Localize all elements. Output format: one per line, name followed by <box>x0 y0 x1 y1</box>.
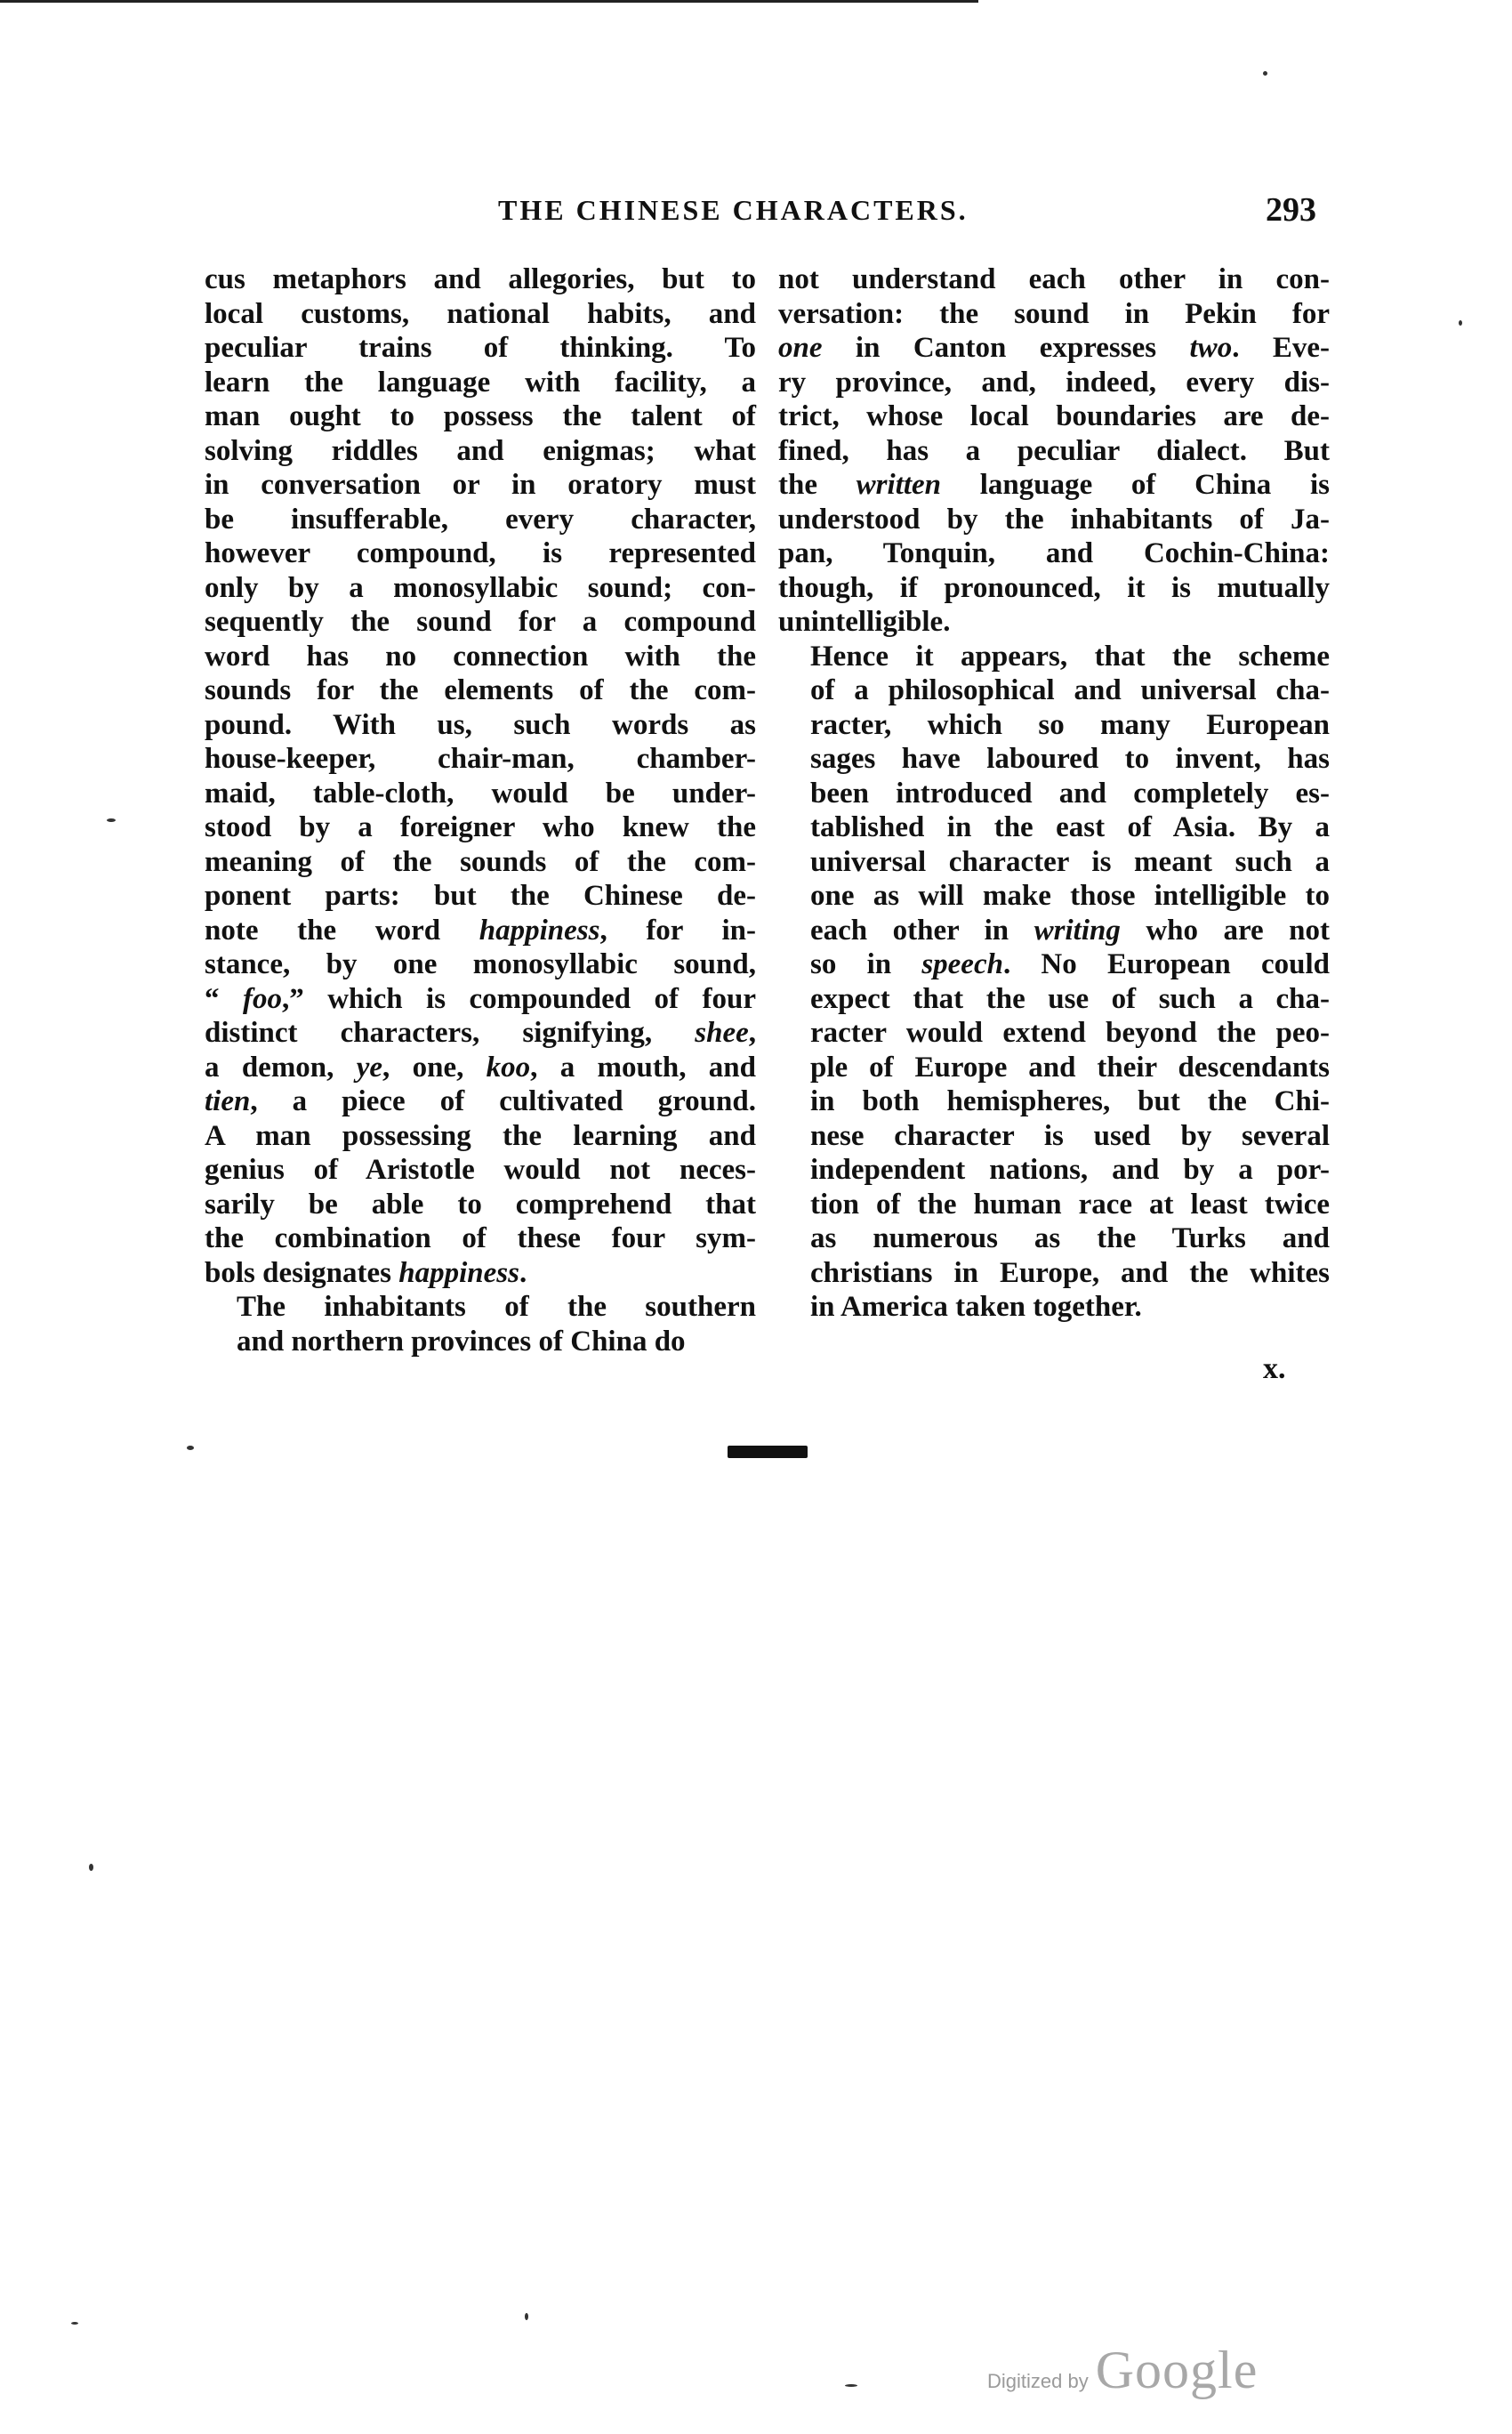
text-line: not understand each other in con- <box>778 263 1330 295</box>
text-line: expect that the use of such a cha- <box>810 982 1330 1015</box>
scan-speck <box>71 2322 78 2325</box>
text-line: the written language of China is <box>778 469 1330 501</box>
text-line: peculiar trains of thinking. To <box>205 332 756 364</box>
text-line: tion of the human race at least twice <box>810 1188 1330 1221</box>
text-line: cus metaphors and allegories, but to <box>205 263 756 295</box>
text-line: bols designates happiness. <box>205 1256 527 1289</box>
text-line: of a philosophical and universal cha- <box>810 674 1330 706</box>
text-line: A man possessing the learning and <box>205 1119 756 1152</box>
text-line: local customs, national habits, and <box>205 297 756 330</box>
text-line: been introduced and completely es- <box>810 777 1330 810</box>
text-line: nese character is used by several <box>810 1119 1330 1152</box>
text-line: “ foo,” which is compounded of four <box>205 982 757 1015</box>
left-column <box>205 262 756 1358</box>
text-line: solving riddles and enigmas; what <box>205 434 756 467</box>
left-paragraph-1 <box>205 262 756 1290</box>
text-line: sounds for the elements of the com- <box>205 674 756 706</box>
scan-speck <box>107 818 116 822</box>
text-line: pan, Tonquin, and Cochin-China: <box>778 537 1330 569</box>
text-line: each other in writing who are not <box>810 914 1330 947</box>
text-line: only by a monosyllabic sound; con- <box>205 571 756 604</box>
text-line: in both hemispheres, but the Chi- <box>810 1085 1330 1117</box>
text-line: tien, a piece of cultivated ground. <box>205 1085 756 1117</box>
text-line: house-keeper, chair-man, chamber- <box>205 743 756 775</box>
text-line: versation: the sound in Pekin for <box>778 297 1330 330</box>
signature-mark: x. <box>1263 1352 1286 1385</box>
digitization-watermark <box>987 2340 1258 2411</box>
running-title: THE CHINESE CHARACTERS. <box>498 194 969 226</box>
page-header <box>205 191 1316 230</box>
text-line: stance, by one monosyllabic sound, <box>205 948 756 980</box>
text-line: tablished in the east of Asia. By a <box>810 811 1330 843</box>
right-column <box>778 262 1330 1325</box>
text-line: understood by the inhabitants of Ja- <box>778 503 1330 536</box>
text-line: pound. With us, such words as <box>205 708 756 741</box>
text-line: however compound, is represented <box>205 537 756 569</box>
text-line: note the word happiness, for in- <box>205 914 757 947</box>
text-line: genius of Aristotle would not neces- <box>205 1154 756 1186</box>
section-ornament <box>728 1446 808 1458</box>
text-line: so in speech. No European could <box>810 948 1330 980</box>
text-line: one as will make those intelligible to <box>810 880 1330 912</box>
text-line: unintelligible. <box>778 606 951 638</box>
text-line: meaning of the sounds of the com- <box>205 845 756 878</box>
text-line: universal character is meant such a <box>810 845 1330 878</box>
left-paragraph-2 <box>205 1290 756 1358</box>
text-line: christians in Europe, and the whites <box>810 1256 1330 1289</box>
text-line: a demon, ye, one, koo, a mouth, and <box>205 1051 757 1084</box>
text-line: and northern provinces of China do <box>237 1325 686 1358</box>
page-number: 293 <box>1266 191 1316 229</box>
top-scan-edge <box>0 0 978 15</box>
right-paragraph-2 <box>778 640 1330 1325</box>
scan-speck <box>1263 71 1267 76</box>
text-line: distinct characters, signifying, shee, <box>205 1017 756 1049</box>
text-line: Hence it appears, that the scheme <box>810 640 1330 673</box>
text-line: man ought to possess the talent of <box>205 400 756 432</box>
text-line: independent nations, and by a por- <box>810 1154 1330 1186</box>
text-line: trict, whose local boundaries are de- <box>778 400 1330 432</box>
scan-speck <box>845 2384 857 2387</box>
text-line: be insufferable, every character, <box>205 503 756 536</box>
text-line: word has no connection with the <box>205 640 756 673</box>
text-line: maid, table-cloth, would be under- <box>205 777 756 810</box>
text-line: ry province, and, indeed, every dis- <box>778 366 1330 399</box>
text-line: ple of Europe and their descendants <box>810 1051 1330 1084</box>
text-line: racter would extend beyond the peo- <box>810 1017 1330 1049</box>
text-line: sarily be able to comprehend that <box>205 1188 756 1221</box>
scan-speck <box>525 2313 528 2320</box>
text-line: racter, which so many European <box>810 708 1330 741</box>
text-line: in America taken together. <box>810 1291 1142 1323</box>
text-line: the combination of these four sym- <box>205 1222 756 1254</box>
text-line: learn the language with facility, a <box>205 366 756 399</box>
watermark-brand: Google <box>1095 2341 1259 2399</box>
watermark-prefix: Digitized by <box>987 2370 1089 2392</box>
text-line: in conversation or in oratory must <box>205 469 756 501</box>
scan-speck <box>187 1446 194 1450</box>
text-line: sages have laboured to invent, has <box>810 743 1330 775</box>
text-line: as numerous as the Turks and <box>810 1222 1330 1254</box>
text-line: fined, has a peculiar dialect. But <box>778 434 1330 467</box>
text-line: ponent parts: but the Chinese de- <box>205 880 756 912</box>
scan-speck <box>89 1864 93 1871</box>
text-line: one in Canton expresses two. Eve- <box>778 332 1330 364</box>
right-paragraph-1 <box>778 262 1330 640</box>
text-line: The inhabitants of the southern <box>237 1291 756 1323</box>
text-line: stood by a foreigner who knew the <box>205 811 756 843</box>
scan-speck <box>1459 320 1462 326</box>
text-line: though, if pronounced, it is mutually <box>778 571 1330 604</box>
text-line: sequently the sound for a compound <box>205 606 756 638</box>
